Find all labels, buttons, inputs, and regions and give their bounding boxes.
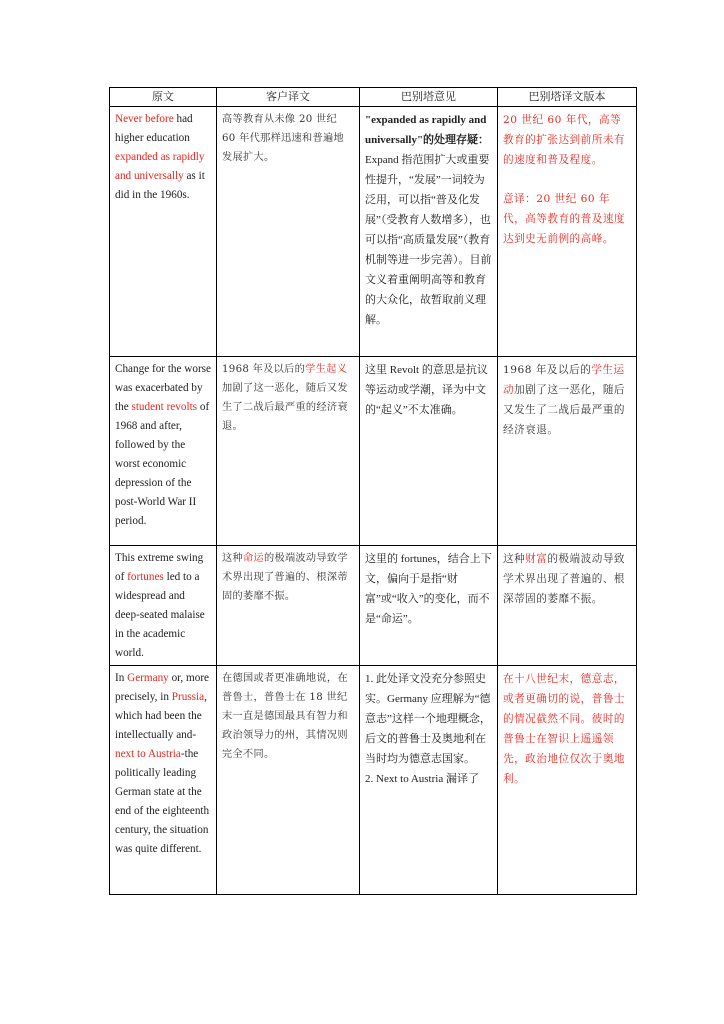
text-segment: 这种 <box>222 553 243 564</box>
babel-cell <box>498 107 637 357</box>
highlighted-text: 财富 <box>525 553 548 565</box>
highlighted-text: 意译：20 世纪 60 年代，高等教育的普及速度达到史无前例的高峰。 <box>503 193 626 245</box>
header-source: 原文 <box>110 88 217 107</box>
header-babel-opinion: 巴别塔意见 <box>360 88 498 107</box>
text-segment: -the politically leading German state at the end of the eighteenth century, the situation was quite different. <box>115 748 210 855</box>
client-cell <box>217 666 360 895</box>
text-segment: 1968 年及以后的 <box>503 364 592 376</box>
highlighted-text: next to Austria <box>115 748 181 760</box>
highlighted-text: 命运 <box>242 553 264 564</box>
text-segment: 这种 <box>503 553 526 565</box>
text-segment: as it did in the 1960s. <box>115 170 205 201</box>
source-cell <box>110 666 217 895</box>
highlighted-text: student revolts <box>131 401 198 413</box>
translation-review-table <box>109 87 637 895</box>
table-row <box>110 357 637 546</box>
text-segment: 这里 Revolt 的意思是抗议等运动或学潮，译为中文的“起义”不太准确。 <box>365 364 488 416</box>
opinion-cell <box>360 357 498 546</box>
text-segment: Change for the worse was exacerbated by the <box>115 363 211 413</box>
opinion-text <box>365 669 492 769</box>
babel-text <box>503 110 631 170</box>
text-segment: 加剧了这一恶化，随后又发生了二战后最严重的经济衰退。 <box>222 383 348 432</box>
opinion-cell <box>360 107 498 357</box>
text-segment: 高等教育从未像 20 世纪 60 年代那样迅速和普遍地发展扩大。 <box>222 114 344 163</box>
table-row <box>110 666 637 895</box>
text-segment: or, more precisely, in <box>115 672 210 703</box>
text-segment: 1. 此处译文没充分参照史实。Germany 应理解为“德意志”这样一个地理概念，后文的普鲁士及奥地利在当时均为德意志国家。 <box>365 673 491 765</box>
opinion-cell <box>360 666 498 895</box>
table-header-row <box>110 88 637 107</box>
highlighted-text: 20 世纪 60 年代，高等教育的扩张达到前所未有的速度和普及程度。 <box>503 114 626 166</box>
babel-cell <box>498 357 637 546</box>
text-segment: 的极端波动导致学术界出现了普遍的、根深蒂固的萎靡不振。 <box>222 553 348 602</box>
text-segment: Expand 指范围扩大或重要性提升，“发展”一词较为泛用，可以指“普及化发展”（受教育人数增多），也可以指“高质量发展”（教育机制等进一步完善）。目前文义着重阐明高等和教育的大众化，故暂取前义理解。 <box>365 154 492 326</box>
opinion-text <box>365 150 492 330</box>
highlighted-text: fortunes <box>127 571 164 583</box>
text-segment: had higher education <box>115 113 193 144</box>
client-cell <box>217 107 360 357</box>
text-segment: 加剧了这一恶化，随后又发生了二战后最严重的经济衰退。 <box>503 384 626 436</box>
client-cell <box>217 357 360 546</box>
highlighted-text: Prussia <box>171 691 205 703</box>
text-segment: led to a widespread and deep-seated malaise in the academic world. <box>115 571 205 659</box>
highlighted-text: Never before <box>115 113 174 125</box>
text-segment: 的极端波动导致学术界出现了普遍的、根深蒂固的萎靡不振。 <box>503 553 626 605</box>
opinion-text-2 <box>365 769 492 789</box>
header-client-translation: 客户译文 <box>217 88 360 107</box>
highlighted-text: Germany <box>127 672 169 684</box>
opinion-heading: "expanded as rapidly and universally"的处理存疑： <box>365 114 490 146</box>
babel-free-translation <box>503 189 631 249</box>
highlighted-text: 学生起义 <box>305 364 348 375</box>
text-segment: In <box>115 672 128 684</box>
header-babel-version: 巴别塔译文版本 <box>498 88 637 107</box>
highlighted-text: expanded as rapidly and universally <box>115 151 205 182</box>
opinion-cell <box>360 546 498 666</box>
table-row <box>110 546 637 666</box>
source-cell <box>110 546 217 666</box>
text-segment: of 1968 and after, followed by the worst economic depression of the post-World War II period. <box>115 401 210 527</box>
table-row <box>110 107 637 357</box>
text-segment: 在德国或者更准确地说，在普鲁士，普鲁士在 18 世纪末一直是德国最具有智力和政治领导力的州，其情况则完全不同。 <box>222 673 348 760</box>
text-segment: This extreme swing of <box>115 552 204 583</box>
text-segment: 这里的 fortunes，结合上下文，偏向于是指“财富”或“收入”的变化，而不是“命运”。 <box>365 553 492 625</box>
highlighted-text: 学生运动 <box>503 364 625 396</box>
source-cell <box>110 107 217 357</box>
babel-cell <box>498 546 637 666</box>
text-segment: 2. Next to Austria 漏译了 <box>365 773 479 785</box>
client-cell <box>217 546 360 666</box>
babel-cell <box>498 666 637 895</box>
highlighted-text: 在十八世纪末，德意志，或者更确切的说，普鲁士的情况截然不同。彼时的普鲁士在智识上遥遥领先，政治地位仅次于奥地利。 <box>503 673 626 785</box>
text-segment: 1968 年及以后的 <box>222 364 306 375</box>
text-segment: , which had been the intellectually and- <box>115 691 207 741</box>
source-cell <box>110 357 217 546</box>
